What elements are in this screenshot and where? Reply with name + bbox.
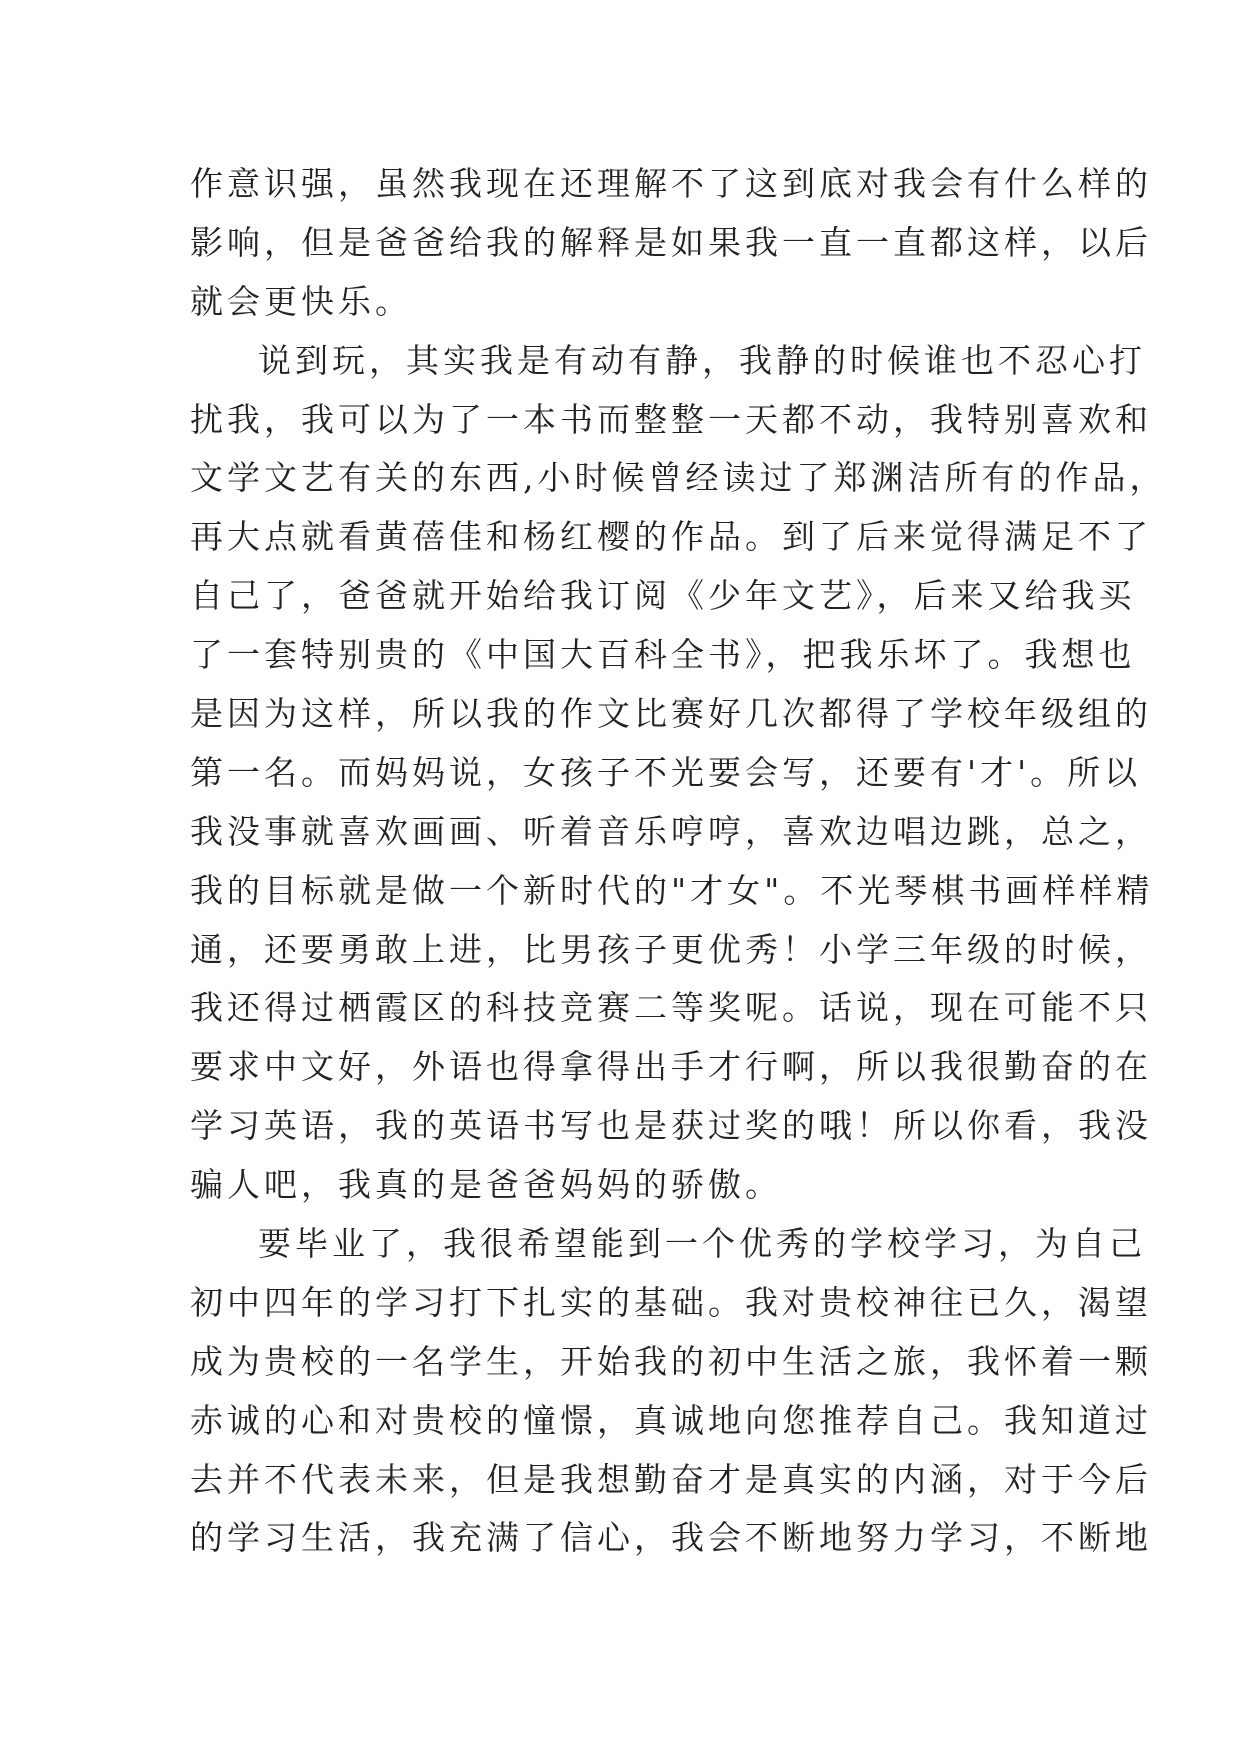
text-line: 初中四年的学习打下扎实的基础。我对贵校神往已久，渴望 [190, 1282, 1152, 1322]
text-line: 文学文艺有关的东西,小时候曾经读过了郑渊洁所有的作品， [190, 458, 1167, 498]
text-line: 赤诚的心和对贵校的憧憬，真诚地向您推荐自己。我知道过 [190, 1400, 1152, 1440]
text-line: 影响，但是爸爸给我的解释是如果我一直一直都这样，以后 [190, 222, 1152, 262]
text-line: 通，还要勇敢上进，比男孩子更优秀！小学三年级的时候， [190, 929, 1152, 969]
text-line: 说到玩，其实我是有动有静，我静的时候谁也不忍心打 [258, 340, 1146, 380]
text-line: 要求中文好，外语也得拿得出手才行啊，所以我很勤奋的在 [190, 1047, 1152, 1087]
text-line: 自己了，爸爸就开始给我订阅《少年文艺》，后来又给我买 [190, 576, 1136, 616]
text-line: 骗人吧，我真的是爸爸妈妈的骄傲。 [190, 1165, 782, 1205]
text-line: 再大点就看黄蓓佳和杨红樱的作品。到了后来觉得满足不了 [190, 517, 1152, 557]
text-line: 第一名。而妈妈说，女孩子不光要会写，还要有'才'。所以 [190, 752, 1142, 792]
document-body [190, 155, 1167, 1568]
text-line: 是因为这样，所以我的作文比赛好几次都得了学校年级组的 [190, 694, 1152, 734]
text-line: 的学习生活，我充满了信心，我会不断地努力学习，不断地 [190, 1518, 1152, 1558]
text-line: 我没事就喜欢画画、听着音乐哼哼，喜欢边唱边跳，总之， [190, 811, 1152, 851]
text-line: 要毕业了，我很希望能到一个优秀的学校学习，为自己 [258, 1224, 1146, 1264]
text-line: 我的目标就是做一个新时代的"才女"。不光琴棋书画样样精 [190, 870, 1154, 910]
text-line: 学习英语，我的英语书写也是获过奖的哦！所以你看，我没 [190, 1106, 1152, 1146]
text-line: 作意识强，虽然我现在还理解不了这到底对我会有什么样的 [190, 164, 1152, 203]
text-line: 去并不代表未来，但是我想勤奋才是真实的内涵，对于今后 [190, 1459, 1152, 1499]
text-line: 了一套特别贵的《中国大百科全书》，把我乐坏了。我想也 [190, 635, 1136, 675]
text-line: 就会更快乐。 [190, 281, 412, 321]
text-line: 我还得过栖霞区的科技竞赛二等奖呢。话说，现在可能不只 [190, 988, 1152, 1028]
text-line: 扰我，我可以为了一本书而整整一天都不动，我特别喜欢和 [190, 399, 1152, 439]
text-line: 成为贵校的一名学生，开始我的初中生活之旅，我怀着一颗 [190, 1341, 1152, 1381]
